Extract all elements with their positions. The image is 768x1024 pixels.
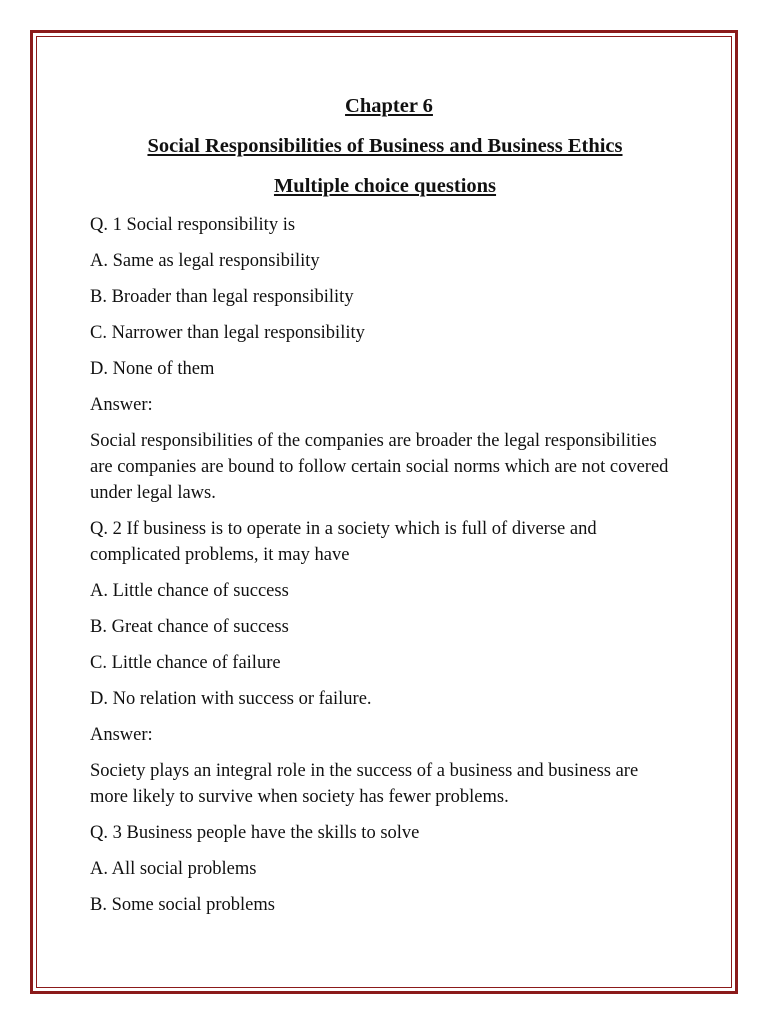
option-b: B. Some social problems (90, 895, 275, 915)
question-text: Q. 2 If business is to operate in a society which is full of diverse and complicated problems, it may have (90, 519, 597, 565)
question-text: Q. 1 Social responsibility is (90, 215, 296, 235)
chapter-title: Social Responsibilities of Business and Business Ethics (147, 135, 623, 157)
answer-label: Answer: (90, 725, 153, 745)
question-2 (90, 516, 680, 810)
option-c: C. Narrower than legal responsibility (90, 323, 365, 343)
section-subtitle: Multiple choice questions (273, 175, 497, 197)
answer-text: Social responsibilities of the companies are broader the legal responsibilities are companies are bound to follow certain social norms which are not covered under legal laws. (90, 431, 669, 503)
option-a: A. All social problems (90, 859, 257, 879)
question-3 (90, 820, 680, 918)
option-c: C. Little chance of failure (90, 653, 281, 673)
option-b: B. Great chance of success (90, 617, 289, 637)
answer-label: Answer: (90, 395, 153, 415)
option-d: D. No relation with success or failure. (90, 689, 372, 709)
document-body (90, 92, 680, 928)
question-1 (90, 212, 680, 506)
question-text: Q. 3 Business people have the skills to solve (90, 823, 420, 843)
option-d: D. None of them (90, 359, 215, 379)
option-b: B. Broader than legal responsibility (90, 287, 354, 307)
answer-text: Society plays an integral role in the success of a business and business are more likely to survive when society has fewer problems. (90, 761, 639, 807)
chapter-heading: Chapter 6 (345, 95, 433, 117)
option-a: A. Same as legal responsibility (90, 251, 320, 271)
option-a: A. Little chance of success (90, 581, 289, 601)
